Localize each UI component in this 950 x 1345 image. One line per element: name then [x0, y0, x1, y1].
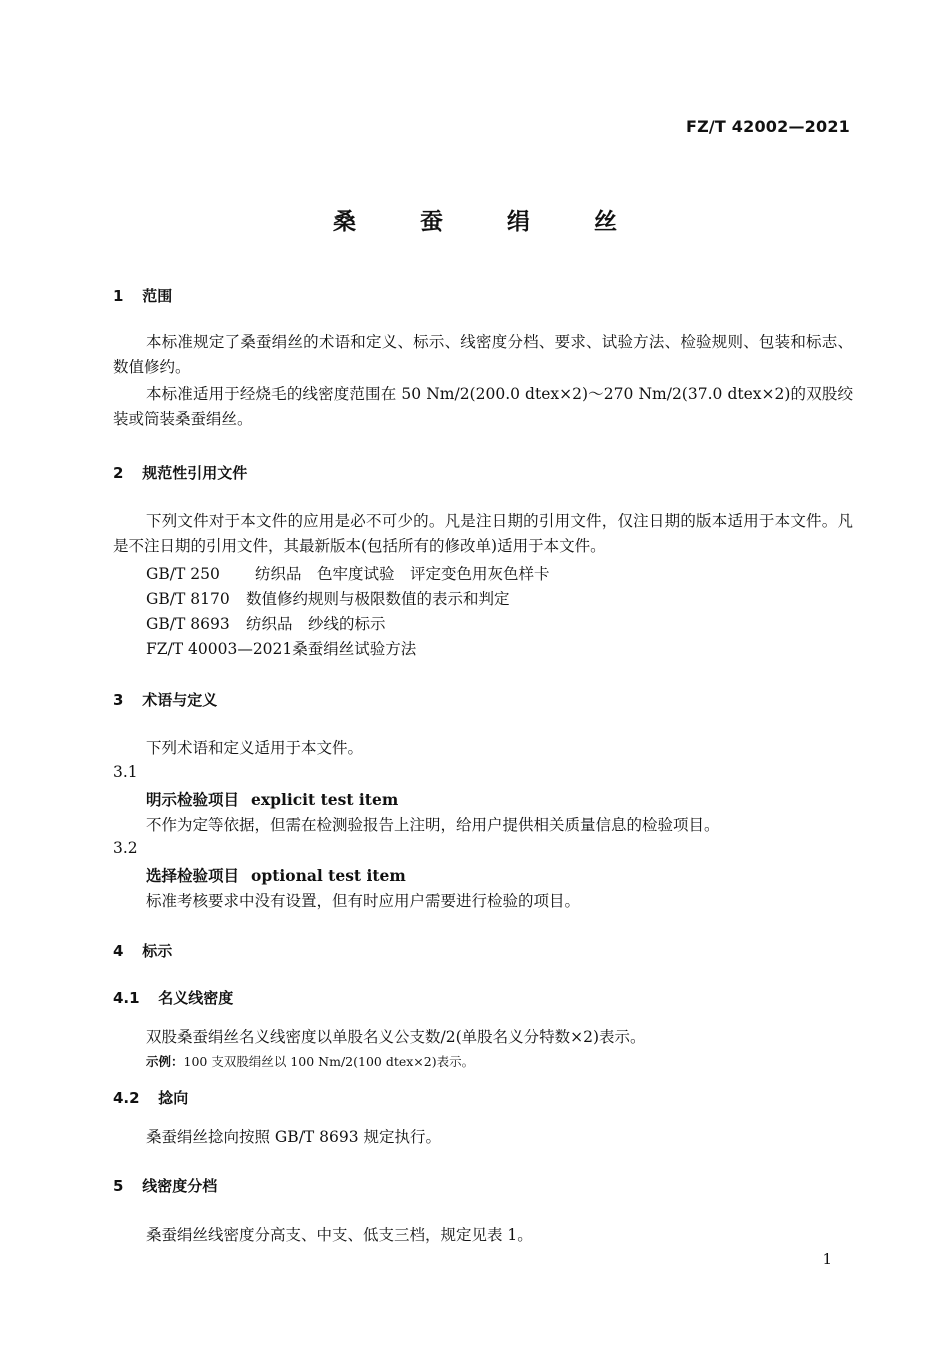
term-number: 3.1: [113, 763, 138, 781]
section-1-heading: [113, 285, 172, 306]
reference-title: 数值修约规则与极限数值的表示和判定: [246, 590, 510, 608]
subsection-title: 捻向: [158, 1089, 189, 1107]
subsection-number: 4.1: [113, 989, 140, 1007]
section-number: 5: [113, 1177, 124, 1195]
section-3-heading: [113, 689, 217, 710]
references-intro: 下列文件对于本文件的应用是必不可少的。凡是注日期的引用文件，仅注日期的版本适用于本文件。凡是不注日期的引用文件，其最新版本(包括所有的修改单)适用于本文件。: [113, 512, 853, 555]
reference-title: 纺织品 纱线的标示: [246, 615, 386, 633]
scope-paragraph-1: 本标准规定了桑蚕绢丝的术语和定义、标示、线密度分档、要求、试验方法、检验规则、包装和标志、数值修约。: [113, 333, 853, 376]
density-grading-text: 桑蚕绢丝线密度分高支、中支、低支三档，规定见表 1。: [146, 1226, 533, 1244]
section-title: 标示: [142, 942, 173, 960]
example-note: [146, 1052, 474, 1070]
section-title: 范围: [142, 287, 173, 305]
example-text: 100 支双股绢丝以 100 Nm/2(100 dtex×2)表示。: [183, 1054, 475, 1069]
example-label: 示例：: [146, 1054, 184, 1069]
reference-item: [146, 612, 386, 634]
term-number: 3.2: [113, 839, 138, 857]
page-number: 1: [822, 1250, 832, 1268]
nominal-density-text: 双股桑蚕绢丝名义线密度以单股名义公支数/2(单股名义分特数×2)表示。: [146, 1028, 646, 1046]
section-title: 线密度分档: [142, 1177, 218, 1195]
section-number: 3: [113, 691, 124, 709]
reference-item: [146, 587, 510, 609]
term-definition: 不作为定等依据，但需在检测验报告上注明，给用户提供相关质量信息的检验项目。: [146, 816, 720, 834]
reference-title: 桑蚕绢丝试验方法: [292, 640, 417, 658]
section-4-heading: [113, 940, 172, 961]
term-en: explicit test item: [251, 790, 399, 809]
section-5-heading: [113, 1175, 217, 1196]
reference-code: GB/T 8693: [146, 615, 230, 633]
reference-code: GB/T 250: [146, 565, 220, 583]
reference-item: [146, 637, 416, 659]
subsection-title: 名义线密度: [158, 989, 234, 1007]
document-title: 桑 蚕 绢 丝: [332, 209, 646, 235]
section-number: 2: [113, 464, 124, 482]
reference-title: 纺织品 色牢度试验 评定变色用灰色样卡: [255, 565, 550, 583]
scope-paragraph-2: 本标准适用于经烧毛的线密度范围在 50 Nm/2(200.0 dtex×2)～270 Nm/2(37.0 dtex×2)的双股绞装或筒装桑蚕绢丝。: [113, 385, 853, 428]
reference-code: FZ/T 40003—2021: [146, 640, 293, 658]
term-definition: 标准考核要求中没有设置，但有时应用户需要进行检验的项目。: [146, 892, 581, 910]
term-zh: 明示检验项目: [146, 790, 240, 809]
section-number: 4: [113, 942, 124, 960]
term-name: [146, 864, 406, 886]
term-name: [146, 788, 398, 810]
terms-intro: 下列术语和定义适用于本文件。: [146, 739, 364, 757]
section-title: 规范性引用文件: [142, 464, 248, 482]
twist-direction-text: 桑蚕绢丝捻向按照 GB/T 8693 规定执行。: [146, 1128, 442, 1146]
section-number: 1: [113, 287, 124, 305]
subsection-number: 4.2: [113, 1089, 140, 1107]
term-en: optional test item: [251, 866, 406, 885]
reference-code: GB/T 8170: [146, 590, 230, 608]
reference-item: [146, 562, 550, 584]
section-2-heading: [113, 462, 247, 483]
subsection-4-2-heading: [113, 1087, 188, 1108]
section-title: 术语与定义: [142, 691, 218, 709]
subsection-4-1-heading: [113, 987, 233, 1008]
standard-code: FZ/T 42002—2021: [685, 117, 850, 136]
term-zh: 选择检验项目: [146, 866, 240, 885]
